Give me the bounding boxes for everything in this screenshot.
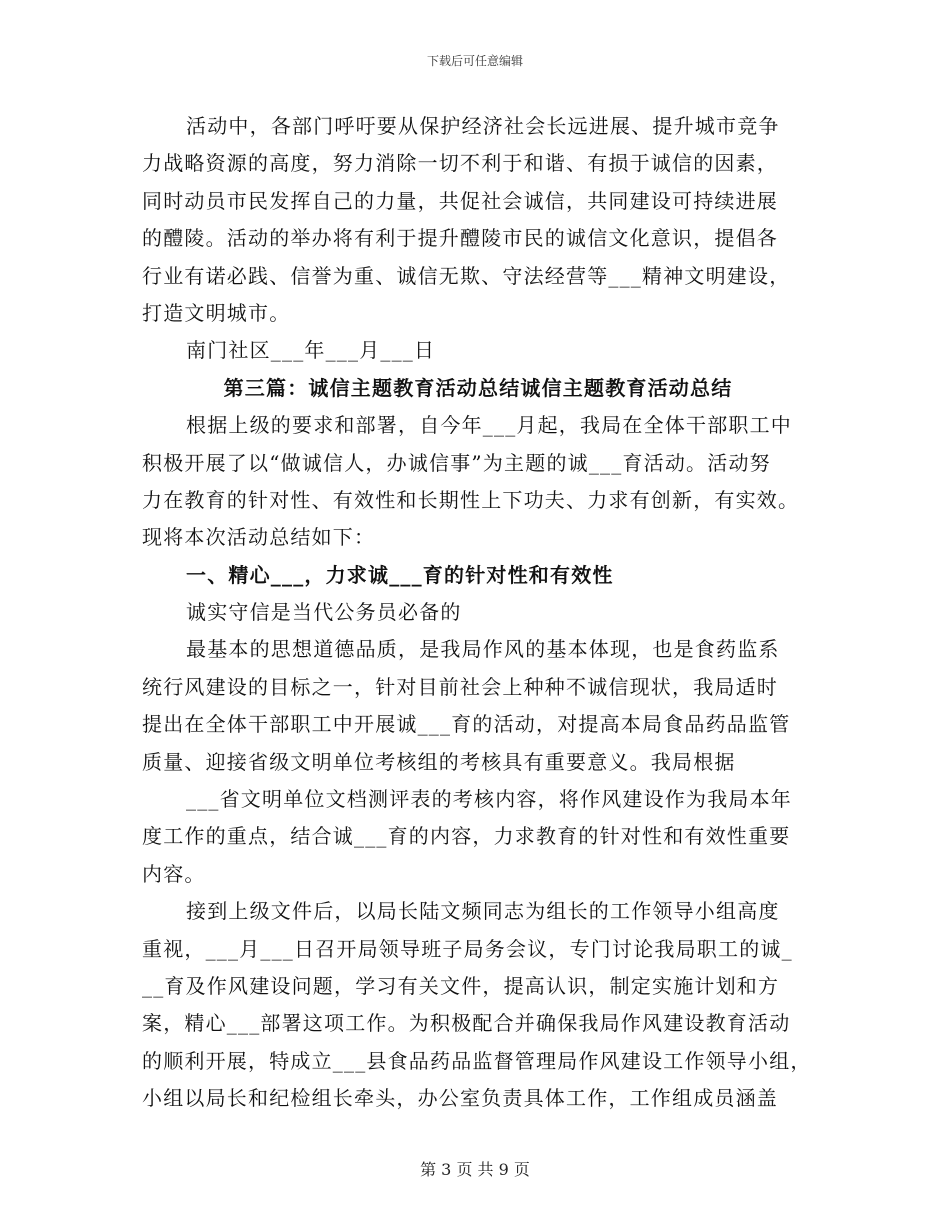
section-title: 第三篇：诚信主题教育活动总结诚信主题教育活动总结 (223, 375, 733, 400)
subsection-heading: 一、精心___，力求诚___育的针对性和有效性 (186, 562, 614, 587)
paragraph-line: 重视，___月___日召开局领导班子局务会议，专门讨论我局职工的诚_ (142, 936, 793, 961)
paragraph-line: 力在教育的针对性、有效性和长期性上下功夫、力求有创新，有实效。 (142, 487, 800, 512)
paragraph-line: 小组以局长和纪检组长牵头，办公室负责具体工作，工作组成员涵盖 (142, 1086, 778, 1111)
paragraph-line: 提出在全体干部职工中开展诚___育的活动，对提高本局食品药品监管 (142, 712, 791, 737)
paragraph-line: 根据上级的要求和部署，自今年___月起，我局在全体干部职工中 (186, 413, 792, 438)
paragraph-line: 质量、迎接省级文明单位考核组的考核具有重要意义。我局根据 (142, 749, 736, 774)
paragraph-line: 现将本次活动总结如下： (142, 525, 376, 550)
document-body (142, 108, 814, 1118)
paragraph-line: 同时动员市民发挥自己的力量，共促社会诚信，共同建设可持续进展 (142, 188, 778, 213)
paragraph-line: 活动中，各部门呼吁要从保护经济社会长远进展、提升城市竞争 (186, 114, 780, 138)
paragraph-line: 度工作的重点，结合诚___育的内容，力求教育的针对性和有效性重要 (142, 824, 791, 849)
paragraph-line: ___省文明单位文档测评表的考核内容，将作风建设作为我局本年 (186, 787, 792, 812)
paragraph-line: 内容。 (142, 861, 206, 886)
paragraph-line: 案，精心___部署这项工作。为积极配合并确保我局作风建设教育活动 (142, 1011, 791, 1036)
paragraph-line: 打造文明城市。 (142, 300, 291, 325)
paragraph-line: __育及作风建设问题，学习有关文件，提高认识，制定实施计划和方 (142, 973, 780, 998)
paragraph-line: 接到上级文件后，以局长陆文频同志为组长的工作领导小组高度 (186, 899, 780, 924)
paragraph-line: 的顺利开展，特成立___县食品药品监督管理局作风建设工作领导小组， (142, 1048, 812, 1073)
paragraph-line: 力战略资源的高度，努力消除一切不利于和谐、有损于诚信的因素， (142, 151, 778, 176)
paragraph-line: 的醴陵。活动的举办将有利于提升醴陵市民的诚信文化意识，提倡各 (142, 226, 778, 251)
paragraph-line: 最基本的思想道德品质，是我局作风的基本体现，也是食药监系 (186, 637, 780, 662)
paragraph-line: 行业有诺必践、信誉为重、诚信无欺、守法经营等___精神文明建设， (142, 263, 791, 288)
signature-date-line: 南门社区___年___月___日 (186, 338, 436, 363)
paragraph-line: 诚实守信是当代公务员必备的 (186, 600, 462, 625)
page-header: 下载后可任意编辑 (426, 54, 523, 68)
page-footer: 第 3 页 共 9 页 (420, 1160, 530, 1179)
paragraph-line: 积极开展了以“做诚信人，办诚信事”为主题的诚___育活动。活动努 (142, 450, 771, 475)
paragraph-line: 统行风建设的目标之一，针对目前社会上种种不诚信现状，我局适时 (142, 674, 778, 699)
